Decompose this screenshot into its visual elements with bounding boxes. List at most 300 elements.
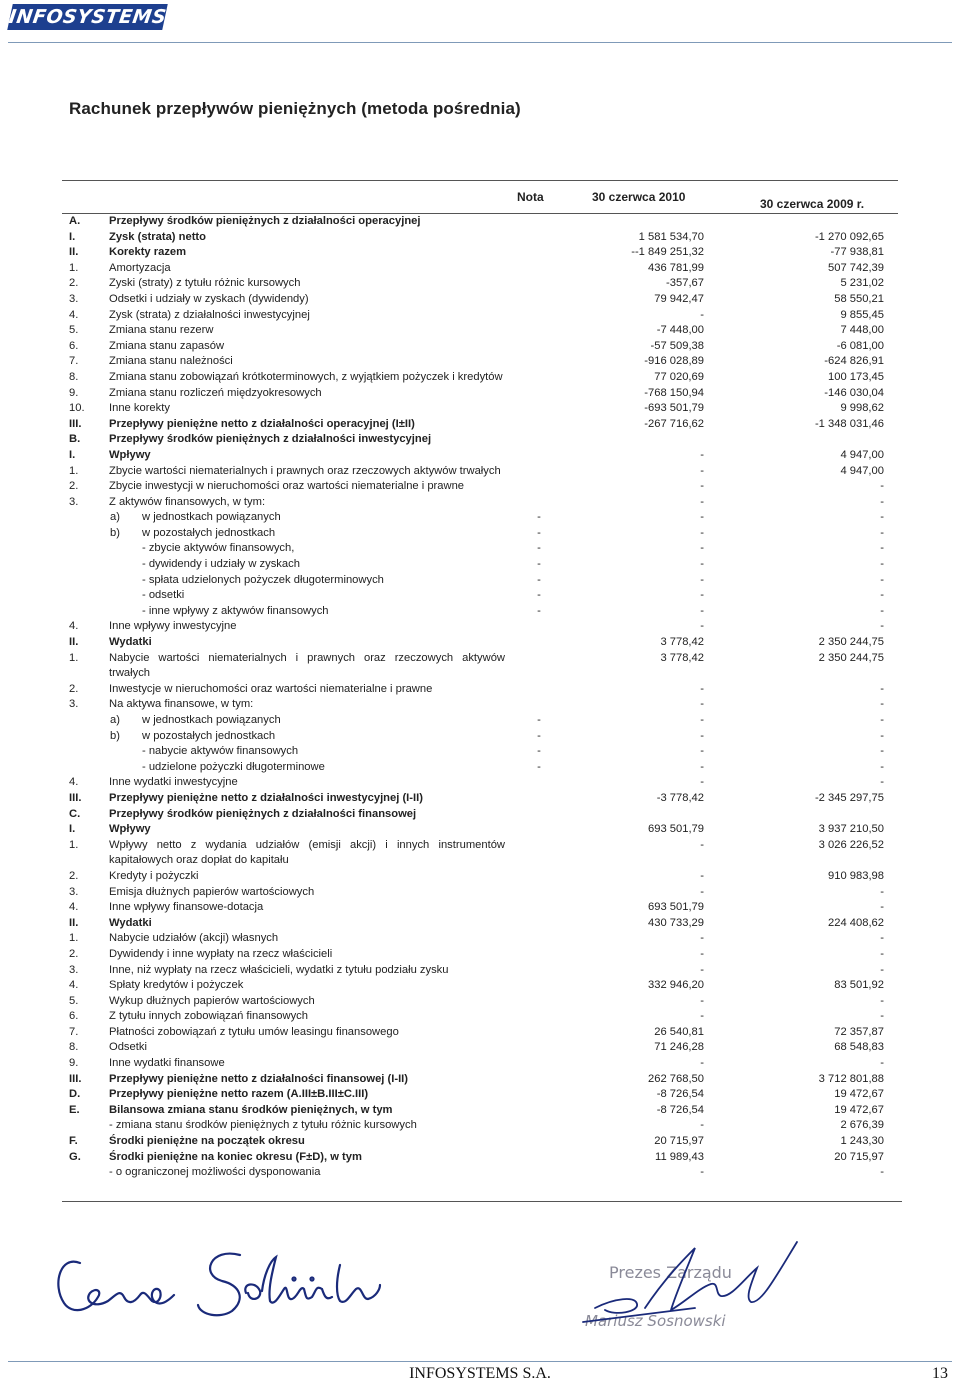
value-2010: - <box>700 932 704 945</box>
value-2009: 3 937 210,50 <box>818 823 884 836</box>
table-row <box>62 994 902 1010</box>
row-number: 3. <box>69 963 79 976</box>
table-row <box>62 1040 902 1056</box>
row-number: 9. <box>69 1057 79 1070</box>
value-2009: 2 350 244,75 <box>818 636 884 649</box>
row-label: Amortyzacja <box>109 261 171 274</box>
table-row <box>62 417 902 433</box>
row-label: Zmiana stanu zapasów <box>109 339 225 352</box>
value-2010: 3 778,42 <box>660 651 704 664</box>
value-2010: -357,67 <box>666 277 704 290</box>
row-label: Wydatki <box>109 636 152 649</box>
table-row <box>62 448 902 464</box>
row-number: 3. <box>69 292 79 305</box>
value-2010: 71 246,28 <box>654 1041 704 1054</box>
row-number: 1. <box>69 261 79 274</box>
value-2010: 26 540,81 <box>654 1025 704 1038</box>
row-number: II. <box>69 916 79 929</box>
row-number: D. <box>69 1088 81 1101</box>
value-2009: -2 345 297,75 <box>814 791 884 804</box>
value-2009: 68 548,83 <box>834 1041 884 1054</box>
page-title: Rachunek przepływów pieniężnych (metoda pośrednia) <box>69 99 521 118</box>
value-2010: -57 509,38 <box>650 339 704 352</box>
value-2010: - <box>700 558 704 571</box>
table-row <box>62 1150 902 1166</box>
table-row <box>62 822 902 838</box>
table-row <box>62 401 902 417</box>
value-2010: - <box>700 682 704 695</box>
value-2010: -7 448,00 <box>656 324 704 337</box>
value-2009: - <box>880 620 884 633</box>
table-row <box>62 1087 902 1103</box>
row-label: Emisja dłużnych papierów wartościowych <box>109 885 315 898</box>
table-row <box>62 588 902 604</box>
row-number: 2. <box>69 869 79 882</box>
row-label: w pozostałych jednostkach <box>142 526 276 539</box>
row-label: Wpływy <box>109 448 151 461</box>
table-row <box>62 541 902 557</box>
row-number: I. <box>69 448 76 461</box>
table-row <box>62 354 902 370</box>
value-2009: - <box>880 589 884 602</box>
row-label: Zmiana stanu zobowiązań krótkoterminowych, z wyjątkiem pożyczek i kredytów <box>109 370 503 383</box>
table-row <box>62 557 902 573</box>
row-number: 6. <box>69 1010 79 1023</box>
row-number: 3. <box>69 885 79 898</box>
value-2009: - <box>880 1057 884 1070</box>
row-number: I. <box>69 230 76 243</box>
row-label: - dywidendy i udziały w zyskach <box>142 558 300 571</box>
value-2009: - <box>880 932 884 945</box>
value-2009: - <box>880 526 884 539</box>
value-2010: - <box>700 511 704 524</box>
value-2009: - <box>880 682 884 695</box>
row-number: 8. <box>69 1041 79 1054</box>
value-2009: 5 231,02 <box>840 277 884 290</box>
value-2010: - <box>700 698 704 711</box>
value-2010: - <box>700 838 704 851</box>
row-number: II. <box>69 636 79 649</box>
value-2009: - <box>880 947 884 960</box>
table-row <box>62 292 902 308</box>
row-number: 5. <box>69 324 79 337</box>
table-row <box>62 339 902 355</box>
value-2010: - <box>700 604 704 617</box>
row-number: 5. <box>69 994 79 1007</box>
row-nota: - <box>537 760 541 773</box>
value-2009: 4 947,00 <box>840 464 884 477</box>
value-2010: - <box>700 620 704 633</box>
value-2010: 3 778,42 <box>660 636 704 649</box>
row-label: - zmiana stanu środków pieniężnych z tytułu różnic kursowych <box>109 1119 417 1132</box>
value-2010: - <box>700 869 704 882</box>
value-2010: - <box>700 963 704 976</box>
value-2009: - <box>880 480 884 493</box>
value-2010: 430 733,29 <box>648 916 704 929</box>
value-2009: -146 030,04 <box>824 386 884 399</box>
row-nota: - <box>537 589 541 602</box>
table-row <box>62 573 902 589</box>
row-number: 1. <box>69 464 79 477</box>
row-label: Zmiana stanu należności <box>109 355 233 368</box>
value-2010: 11 989,43 <box>655 1150 704 1163</box>
row-label: - o ograniczonej możliwości dysponowania <box>109 1166 321 1179</box>
page-number: 13 <box>932 1365 948 1382</box>
table-row <box>62 230 902 246</box>
row-label: Zmiana stanu rozliczeń międzyokresowych <box>109 386 322 399</box>
row-label: Wpływy netto z wydania udziałów (emisji akcji) i innych instrumentów kapitałowych oraz dopłat do kapitału <box>109 838 505 867</box>
row-label: Wpływy <box>109 823 151 836</box>
row-label: Z aktywów finansowych, w tym: <box>109 495 266 508</box>
value-2010: 20 715,97 <box>654 1135 704 1148</box>
value-2009: - <box>880 558 884 571</box>
value-2010: - <box>700 745 704 758</box>
row-number: F. <box>69 1135 78 1148</box>
row-number: G. <box>69 1150 81 1163</box>
value-2010: - <box>700 448 704 461</box>
row-label: Nabycie wartości niematerialnych i prawnych oraz rzeczowych aktywów trwałych <box>109 651 505 680</box>
value-2010: - <box>700 308 704 321</box>
row-label: Inne wydatki inwestycyjne <box>109 776 238 789</box>
value-2010: - <box>700 464 704 477</box>
value-2010: - <box>700 776 704 789</box>
value-2010: - <box>700 760 704 773</box>
row-number: B. <box>69 433 81 446</box>
row-sub-letter: b) <box>110 729 120 742</box>
row-number: 2. <box>69 682 79 695</box>
table-row <box>62 760 902 776</box>
table-row <box>62 713 902 729</box>
value-2010: -768 150,94 <box>644 386 704 399</box>
value-2009: - <box>880 573 884 586</box>
value-2010: - <box>700 573 704 586</box>
table-row <box>62 651 902 682</box>
table-row <box>62 791 902 807</box>
table-row <box>62 900 902 916</box>
table-row <box>62 963 902 979</box>
value-2009: - <box>880 1010 884 1023</box>
row-label: - zbycie aktywów finansowych, <box>142 542 295 555</box>
value-2010: - <box>700 589 704 602</box>
value-2010: 262 768,50 <box>648 1072 704 1085</box>
row-number: 4. <box>69 901 79 914</box>
row-label: Środki pieniężne na koniec okresu (F±D), w tym <box>109 1150 362 1163</box>
table-row <box>62 432 902 448</box>
table-row <box>62 775 902 791</box>
signature-left <box>50 1245 390 1325</box>
row-label: Zysk (strata) z działalności inwestycyjnej <box>109 308 310 321</box>
row-label: - udzielone pożyczki długoterminowe <box>142 760 325 773</box>
table-row <box>62 370 902 386</box>
value-2009: 20 715,97 <box>834 1150 884 1163</box>
row-label: Inne korekty <box>109 402 170 415</box>
row-nota: - <box>537 745 541 758</box>
row-nota: - <box>537 604 541 617</box>
table-row <box>62 947 902 963</box>
row-label: Przepływy środków pieniężnych z działalności finansowej <box>109 807 417 820</box>
value-2010: -8 726,54 <box>656 1088 704 1101</box>
value-2009: - <box>880 604 884 617</box>
row-number: III. <box>69 417 82 430</box>
value-2009: 19 472,67 <box>834 1103 884 1116</box>
value-2010: -693 501,79 <box>644 402 704 415</box>
row-number: 4. <box>69 979 79 992</box>
value-2010: - <box>700 1010 704 1023</box>
value-2009: 3 026 226,52 <box>818 838 884 851</box>
value-2009: 507 742,39 <box>828 261 884 274</box>
footer-company: INFOSYSTEMS S.A. <box>409 1365 551 1382</box>
value-2009: - <box>880 901 884 914</box>
value-2010: - <box>700 495 704 508</box>
row-label: Inne wydatki finansowe <box>109 1057 225 1070</box>
row-sub-letter: a) <box>110 714 120 726</box>
column-header-2009: 30 czerwca 2009 r. <box>760 197 865 211</box>
value-2009: 2 676,39 <box>840 1119 884 1132</box>
row-label: Kredyty i pożyczki <box>109 869 199 882</box>
row-number: 4. <box>69 620 79 633</box>
table-row <box>62 495 902 511</box>
table-row <box>62 916 902 932</box>
row-number: III. <box>69 1072 82 1085</box>
value-2010: - <box>700 885 704 898</box>
row-label: Płatności zobowiązań z tytułu umów leasingu finansowego <box>109 1025 399 1038</box>
row-number: 2. <box>69 277 79 290</box>
row-label: Na aktywa finansowe, w tym: <box>109 698 254 711</box>
table-row <box>62 1103 902 1119</box>
table-row <box>62 807 902 823</box>
row-nota: - <box>537 573 541 586</box>
value-2009: 224 408,62 <box>828 916 884 929</box>
row-label: Zbycie inwestycji w nieruchomości oraz wartości niematerialne i prawne <box>109 480 465 493</box>
value-2010: 77 020,69 <box>654 370 704 383</box>
value-2009: - <box>880 963 884 976</box>
column-header-2010: 30 czerwca 2010 <box>592 190 686 204</box>
row-number: 10. <box>69 402 85 415</box>
row-number: III. <box>69 791 82 804</box>
row-label: Dywidendy i inne wypłaty na rzecz właścicieli <box>109 947 333 960</box>
table-row <box>62 276 902 292</box>
table-row <box>62 526 902 542</box>
value-2009: -624 826,91 <box>824 355 884 368</box>
value-2010: - <box>700 994 704 1007</box>
table-row <box>62 838 902 869</box>
table-row <box>62 479 902 495</box>
row-number: 3. <box>69 698 79 711</box>
row-sub-letter: b) <box>110 526 120 539</box>
table-row <box>62 245 902 261</box>
row-label: Wydatki <box>109 916 152 929</box>
table-row <box>62 1056 902 1072</box>
row-number: 8. <box>69 370 79 383</box>
row-label: - spłata udzielonych pożyczek długoterminowych <box>142 573 384 586</box>
value-2010: - <box>700 542 704 555</box>
row-label: Inne wpływy finansowe-dotacja <box>109 901 264 914</box>
table-top-rule <box>62 180 898 181</box>
value-2010: -8 726,54 <box>656 1103 704 1116</box>
table-row <box>62 744 902 760</box>
row-label: - odsetki <box>142 589 185 602</box>
value-2009: - <box>880 714 884 726</box>
value-2009: - <box>880 776 884 789</box>
row-label: Środki pieniężne na początek okresu <box>109 1135 305 1148</box>
table-row <box>62 464 902 480</box>
value-2009: -1 348 031,46 <box>814 417 884 430</box>
value-2010: --1 849 251,32 <box>631 246 704 259</box>
row-label: Odsetki i udziały w zyskach (dywidendy) <box>109 292 309 305</box>
row-number: 7. <box>69 1025 79 1038</box>
value-2009: 100 173,45 <box>828 370 884 383</box>
value-2010: -3 778,42 <box>656 791 704 804</box>
value-2009: - <box>880 542 884 555</box>
table-row <box>62 1009 902 1025</box>
row-number: I. <box>69 823 76 836</box>
table-row <box>62 1165 902 1181</box>
table-row <box>62 604 902 620</box>
value-2009: 72 357,87 <box>834 1025 884 1038</box>
header-rule <box>8 42 952 43</box>
row-label: Przepływy pieniężne netto z działalności finansowej (I-II) <box>109 1072 409 1085</box>
row-label: Przepływy pieniężne netto z działalności operacyjnej (I±II) <box>109 417 415 430</box>
value-2010: - <box>700 1057 704 1070</box>
value-2009: 19 472,67 <box>834 1088 884 1101</box>
row-number: 6. <box>69 339 79 352</box>
stamp-president <box>575 1238 815 1338</box>
table-row <box>62 1134 902 1150</box>
row-label: Przepływy pieniężne netto razem (A.III±B.III±C.III) <box>109 1088 369 1101</box>
value-2010: -267 716,62 <box>644 417 704 430</box>
row-label: Zyski (straty) z tytułu różnic kursowych <box>109 277 301 290</box>
table-row <box>62 978 902 994</box>
row-label: Bilansowa zmiana stanu środków pieniężnych, w tym <box>109 1103 393 1116</box>
row-label: Wykup dłużnych papierów wartościowych <box>109 994 315 1007</box>
table-row <box>62 510 902 526</box>
value-2009: 7 448,00 <box>840 324 884 337</box>
value-2010: - <box>700 480 704 493</box>
company-logo: INFOSYSTEMS <box>7 6 168 28</box>
value-2009: 4 947,00 <box>840 448 884 461</box>
row-label: w jednostkach powiązanych <box>142 714 281 726</box>
row-number: 4. <box>69 776 79 789</box>
row-nota: - <box>537 558 541 571</box>
value-2009: -6 081,00 <box>836 339 884 352</box>
table-row <box>62 635 902 651</box>
value-2009: 9 998,62 <box>840 402 884 415</box>
row-label: Korekty razem <box>109 246 187 259</box>
row-label: - nabycie aktywów finansowych <box>142 745 299 758</box>
value-2009: - <box>880 511 884 524</box>
value-2010: - <box>700 1166 704 1179</box>
value-2009: - <box>880 729 884 742</box>
row-label: Zmiana stanu rezerw <box>109 324 214 337</box>
row-label: Inwestycje w nieruchomości oraz wartości niematerialne i prawne <box>109 682 433 695</box>
table-bottom-rule <box>62 1201 902 1202</box>
value-2009: 9 855,45 <box>840 308 884 321</box>
value-2009: - <box>880 745 884 758</box>
table-row <box>62 931 902 947</box>
table-row <box>62 1072 902 1088</box>
row-nota: - <box>537 542 541 555</box>
row-number: II. <box>69 246 79 259</box>
row-label: Odsetki <box>109 1041 147 1054</box>
table-row <box>62 1025 902 1041</box>
row-nota: - <box>537 511 541 524</box>
row-number: 1. <box>69 932 79 945</box>
value-2009: - <box>880 495 884 508</box>
row-label: Inne wpływy inwestycyjne <box>109 620 237 633</box>
table-row <box>62 697 902 713</box>
table-row <box>62 261 902 277</box>
row-label: Zbycie wartości niematerialnych i prawnych oraz rzeczowych aktywów trwałych <box>109 464 501 477</box>
value-2009: -1 270 092,65 <box>814 230 884 243</box>
value-2010: - <box>700 729 704 742</box>
value-2010: 1 581 534,70 <box>638 230 704 243</box>
table-row <box>62 869 902 885</box>
row-label: Przepływy pieniężne netto z działalności inwestycyjnej (I-II) <box>109 791 423 804</box>
value-2009: - <box>880 994 884 1007</box>
row-number: A. <box>69 215 81 227</box>
table-row <box>62 323 902 339</box>
value-2009: - <box>880 885 884 898</box>
table-row <box>62 619 902 635</box>
row-label: Z tytułu innych zobowiązań finansowych <box>109 1010 308 1023</box>
stamp-title: Prezes Zarządu <box>609 1263 732 1282</box>
value-2010: 436 781,99 <box>648 261 704 274</box>
table-row <box>62 682 902 698</box>
row-sub-letter: a) <box>110 511 120 524</box>
value-2009: 2 350 244,75 <box>818 651 884 664</box>
row-nota: - <box>537 526 541 539</box>
footer-rule <box>8 1361 952 1362</box>
value-2009: 910 983,98 <box>828 869 884 882</box>
row-label: w pozostałych jednostkach <box>142 729 276 742</box>
row-number: 1. <box>69 651 79 664</box>
row-label: Zysk (strata) netto <box>109 230 206 243</box>
row-label: w jednostkach powiązanych <box>142 511 281 524</box>
table-row <box>62 885 902 901</box>
value-2009: 1 243,30 <box>840 1135 884 1148</box>
row-label: - inne wpływy z aktywów finansowych <box>142 604 329 617</box>
value-2009: -77 938,81 <box>830 246 884 259</box>
table-row <box>62 729 902 745</box>
value-2009: - <box>880 760 884 773</box>
row-number: 4. <box>69 308 79 321</box>
row-number: C. <box>69 807 81 820</box>
value-2009: 58 550,21 <box>834 292 884 305</box>
row-number: 1. <box>69 838 79 851</box>
row-number: 9. <box>69 386 79 399</box>
value-2010: -916 028,89 <box>644 355 704 368</box>
value-2010: 693 501,79 <box>648 901 704 914</box>
table-row <box>62 308 902 324</box>
value-2009: - <box>880 698 884 711</box>
row-number: 2. <box>69 480 79 493</box>
stamp-name: Mariusz Sosnowski <box>585 1312 726 1330</box>
value-2010: - <box>700 526 704 539</box>
table-row <box>62 1118 902 1134</box>
value-2010: 332 946,20 <box>648 979 704 992</box>
row-label: Przepływy środków pieniężnych z działalności inwestycyjnej <box>109 433 432 446</box>
value-2010: - <box>700 714 704 726</box>
table-row <box>62 214 902 230</box>
value-2010: - <box>700 1119 704 1132</box>
cash-flow-table <box>62 214 902 1181</box>
row-number: 2. <box>69 947 79 960</box>
row-label: Spłaty kredytów i pożyczek <box>109 979 244 992</box>
value-2010: 79 942,47 <box>654 292 704 305</box>
table-row <box>62 386 902 402</box>
value-2009: - <box>880 1166 884 1179</box>
column-header-nota: Nota <box>517 190 544 204</box>
